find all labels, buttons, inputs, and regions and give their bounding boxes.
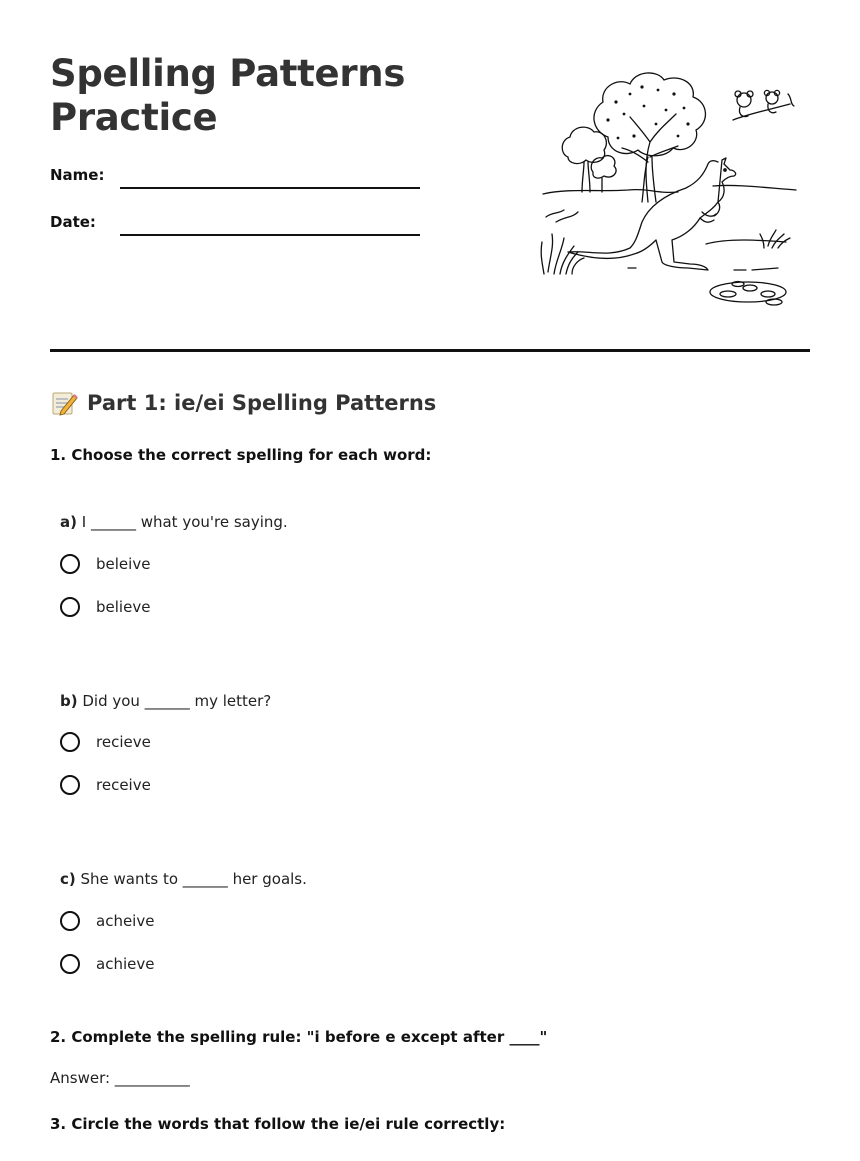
worksheet-title xyxy=(50,52,405,140)
option-c-achieve[interactable] xyxy=(60,954,154,974)
option-a-believe[interactable] xyxy=(60,597,150,617)
item-c-letter: c) xyxy=(60,870,76,888)
option-label: achieve xyxy=(96,955,155,973)
memo-icon xyxy=(50,389,78,417)
item-a-text: I ______ what you're saying. xyxy=(76,513,288,531)
question-2-heading: 2. Complete the spelling rule: "i before e except after ____" xyxy=(50,1028,548,1046)
radio-button[interactable] xyxy=(60,554,80,574)
option-label: receive xyxy=(96,776,151,794)
radio-button[interactable] xyxy=(60,732,80,752)
option-a-beleive[interactable] xyxy=(60,554,150,574)
option-label: acheive xyxy=(96,912,155,930)
title-line-2: Practice xyxy=(50,96,218,139)
question-2-answer[interactable]: Answer: __________ xyxy=(50,1069,190,1087)
section-divider xyxy=(50,349,810,352)
radio-button[interactable] xyxy=(60,775,80,795)
radio-button[interactable] xyxy=(60,954,80,974)
item-c-prompt xyxy=(60,870,307,888)
option-label: beleive xyxy=(96,555,151,573)
name-field[interactable] xyxy=(120,187,420,189)
option-b-recieve[interactable] xyxy=(60,732,151,752)
radio-button[interactable] xyxy=(60,597,80,617)
item-c-text: She wants to ______ her goals. xyxy=(75,870,307,888)
date-field[interactable] xyxy=(120,234,420,236)
kangaroo-illustration xyxy=(538,62,800,312)
item-a-prompt xyxy=(60,513,288,531)
option-label: recieve xyxy=(96,733,151,751)
question-3-heading: 3. Circle the words that follow the ie/ei rule correctly: xyxy=(50,1115,506,1133)
name-label: Name: xyxy=(50,166,105,184)
date-label: Date: xyxy=(50,213,96,231)
section-title-part-1 xyxy=(50,389,436,417)
item-a-letter: a) xyxy=(60,513,77,531)
item-b-prompt xyxy=(60,692,271,710)
option-c-acheive[interactable] xyxy=(60,911,154,931)
item-b-text: Did you ______ my letter? xyxy=(77,692,272,710)
title-line-1: Spelling Patterns xyxy=(50,52,406,95)
option-label: believe xyxy=(96,598,151,616)
question-1-heading: 1. Choose the correct spelling for each word: xyxy=(50,446,432,464)
option-b-receive[interactable] xyxy=(60,775,151,795)
item-b-letter: b) xyxy=(60,692,78,710)
part-1-title: Part 1: ie/ei Spelling Patterns xyxy=(87,391,437,415)
radio-button[interactable] xyxy=(60,911,80,931)
